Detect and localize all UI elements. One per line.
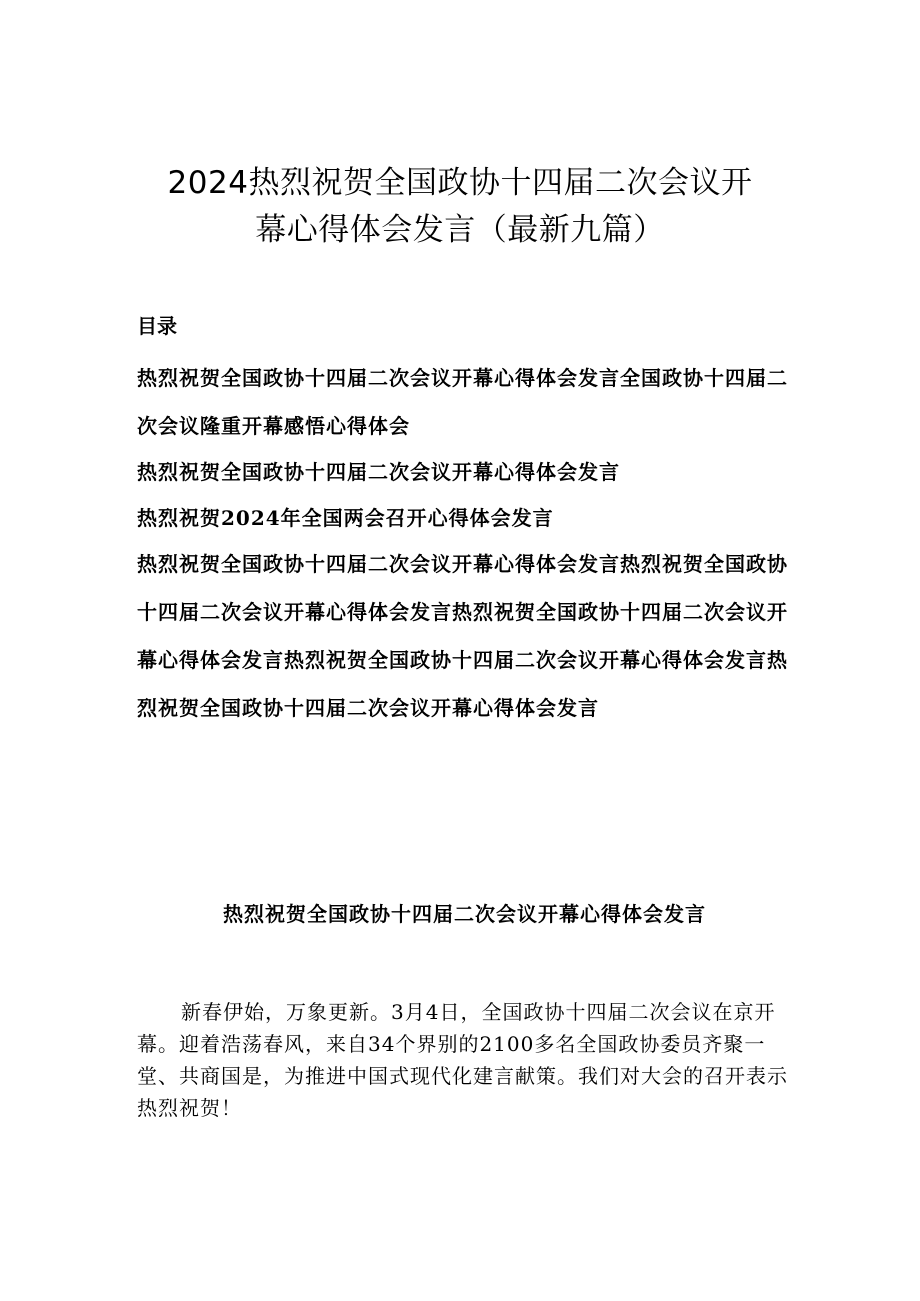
toc-item[interactable]: 热烈祝贺2024年全国两会召开心得体会发言 bbox=[137, 506, 554, 530]
toc-item[interactable]: 热烈祝贺全国政协十四届二次会议开幕心得体会发言 bbox=[137, 460, 620, 484]
toc-item[interactable]: 热烈祝贺全国政协十四届二次会议开幕心得体会发言全国政协十四届二次会议隆重开幕感悟心得体会 bbox=[137, 366, 788, 438]
document-title-line-2: 幕心得体会发言（最新九篇） bbox=[255, 212, 665, 248]
toc-list bbox=[137, 354, 792, 732]
toc-heading: 目录 bbox=[137, 314, 177, 338]
toc-item[interactable]: 热烈祝贺全国政协十四届二次会议开幕心得体会发言热烈祝贺全国政协十四届二次会议开幕心得体会发言热烈祝贺全国政协十四届二次会议开幕心得体会发言热烈祝贺全国政协十四届二次会议开幕心得体会发言热烈祝贺全国政协十四届二次会议开幕心得体会发言 bbox=[137, 552, 788, 720]
table-of-contents bbox=[137, 310, 792, 730]
document-title bbox=[110, 160, 810, 254]
section-heading: 热烈祝贺全国政协十四届二次会议开幕心得体会发言 bbox=[223, 902, 706, 926]
document-title-line-1: 2024热烈祝贺全国政协十四届二次会议开 bbox=[167, 165, 753, 201]
body-paragraph: 新春伊始，万象更新。3月4日，全国政协十四届二次会议在京开幕。迎着浩荡春风，来自34个界别的2100多名全国政协委员齐聚一堂、共商国是，为推进中国式现代化建言献策。我们对大会的召开表示热烈祝贺！ bbox=[137, 1000, 788, 1120]
